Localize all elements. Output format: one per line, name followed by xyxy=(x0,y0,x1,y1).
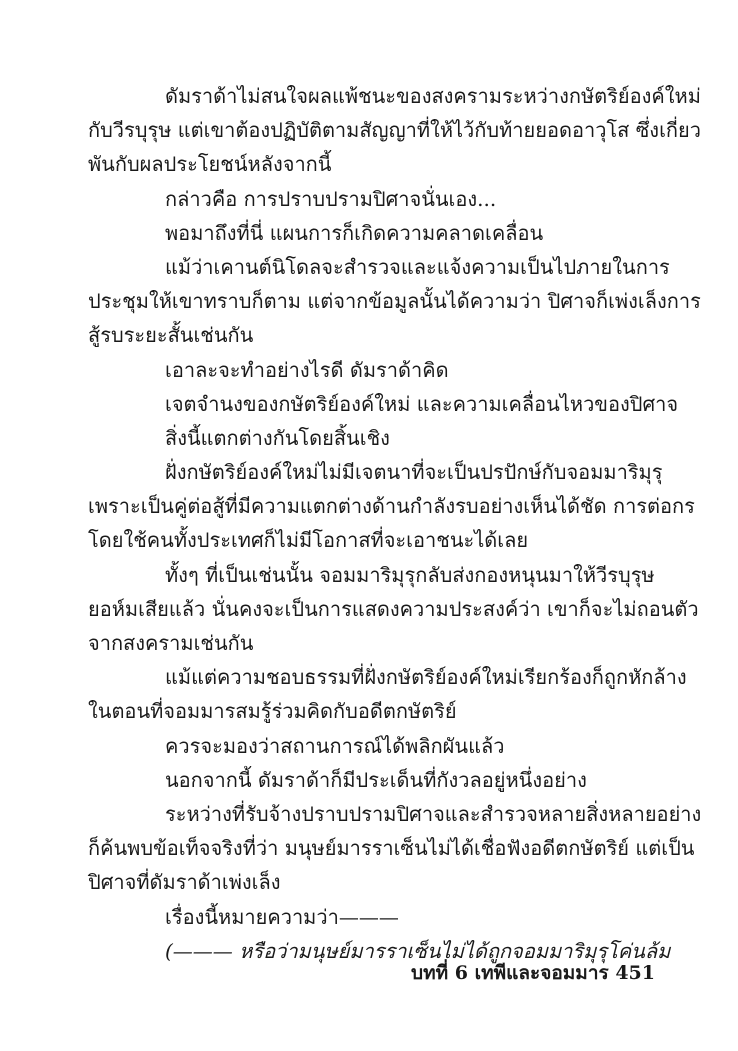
text-line: ก็ค้นพบข้อเท็จจริงที่ว่า มนุษย์มารราเซ็นไม่ได้เชื่อฟังอดีตกษัตริย์ แต่เป็น xyxy=(88,836,695,861)
text-line: พันกับผลประโยชน์หลังจากนี้ xyxy=(88,152,332,177)
text-line: ยอห์มเสียแล้ว นั่นคงจะเป็นการแสดงความประสงค์ว่า เขาก็จะไม่ถอนตัว xyxy=(88,596,699,621)
text-line: แม้ว่าเคานต์นิโดลจะสำรวจและแจ้งความเป็นไปภายในการ xyxy=(165,254,670,279)
page-footer-running-head: บทที่ 6 เทพีและจอมมาร 451 xyxy=(411,962,655,984)
text-line: จากสงครามเช่นกัน xyxy=(88,631,254,655)
text-line: พอมาถึงที่นี่ แผนการก็เกิดความคลาดเคลื่อน xyxy=(165,220,544,245)
text-line: แม้แต่ความชอบธรรมที่ฝั่งกษัตริย์องค์ใหม่เรียกร้องก็ถูกหักล้าง xyxy=(165,665,687,690)
text-line: ดัมราด้าไม่สนใจผลแพ้ชนะของสงครามระหว่างกษัตริย์องค์ใหม่ xyxy=(165,84,701,108)
text-line: เรื่องนี้หมายความว่า——— xyxy=(165,904,399,929)
text-line: ในตอนที่จอมมารสมรู้ร่วมคิดกับอดีตกษัตริย์ xyxy=(88,699,457,724)
text-line: เจตจำนงของกษัตริย์องค์ใหม่ และความเคลื่อนไหวของปิศาจ xyxy=(165,391,679,416)
text-line: ปิศาจที่ดัมราด้าเพ่งเล็ง xyxy=(88,870,281,895)
text-line: นอกจากนี้ ดัมราด้าก็มีประเด็นที่กังวลอยู่หนึ่งอย่าง xyxy=(165,767,587,792)
text-line: (——— หรือว่ามนุษย์มารราเซ็นไม่ได้ถูกจอมมาริมุรุโค่นล้ม xyxy=(165,938,671,963)
text-line: ระหว่างที่รับจ้างปราบปรามปิศาจและสำรวจหลายสิ่งหลายอย่าง xyxy=(165,801,702,826)
text-line: ฝั่งกษัตริย์องค์ใหม่ไม่มีเจตนาที่จะเป็นปรปักษ์กับจอมมาริมุรุ xyxy=(165,460,663,485)
text-line: โดยใช้คนทั้งประเทศก็ไม่มีโอกาสที่จะเอาชนะได้เลย xyxy=(88,528,529,553)
text-line: ทั้งๆ ที่เป็นเช่นนั้น จอมมาริมุรุกลับส่งกองหนุนมาให้วีรบุรุษ xyxy=(165,562,655,587)
text-line: กับวีรบุรุษ แต่เขาต้องปฏิบัติตามสัญญาที่ให้ไว้กับท้ายยอดอาวุโส ซึ่งเกี่ยว xyxy=(88,118,701,143)
text-line: กล่าวคือ การปราบปรามปิศาจนั่นเอง... xyxy=(165,186,497,211)
text-line: เอาละจะทำอย่างไรดี ดัมราด้าคิด xyxy=(165,357,449,382)
text-line: เพราะเป็นคู่ต่อสู้ที่มีความแตกต่างด้านกำลังรบอย่างเห็นได้ชัด การต่อกร xyxy=(88,494,695,519)
text-line: ควรจะมองว่าสถานการณ์ได้พลิกผันแล้ว xyxy=(165,733,505,758)
text-line: สิ่งนี้แตกต่างกันโดยสิ้นเชิง xyxy=(165,425,390,450)
text-line: สู้รบระยะสั้นเช่นกัน xyxy=(88,323,254,348)
text-line: ประชุมให้เขาทราบก็ตาม แต่จากข้อมูลนั้นได้ความว่า ปิศาจก็เพ่งเล็งการ xyxy=(88,289,701,314)
body-text xyxy=(88,79,702,968)
